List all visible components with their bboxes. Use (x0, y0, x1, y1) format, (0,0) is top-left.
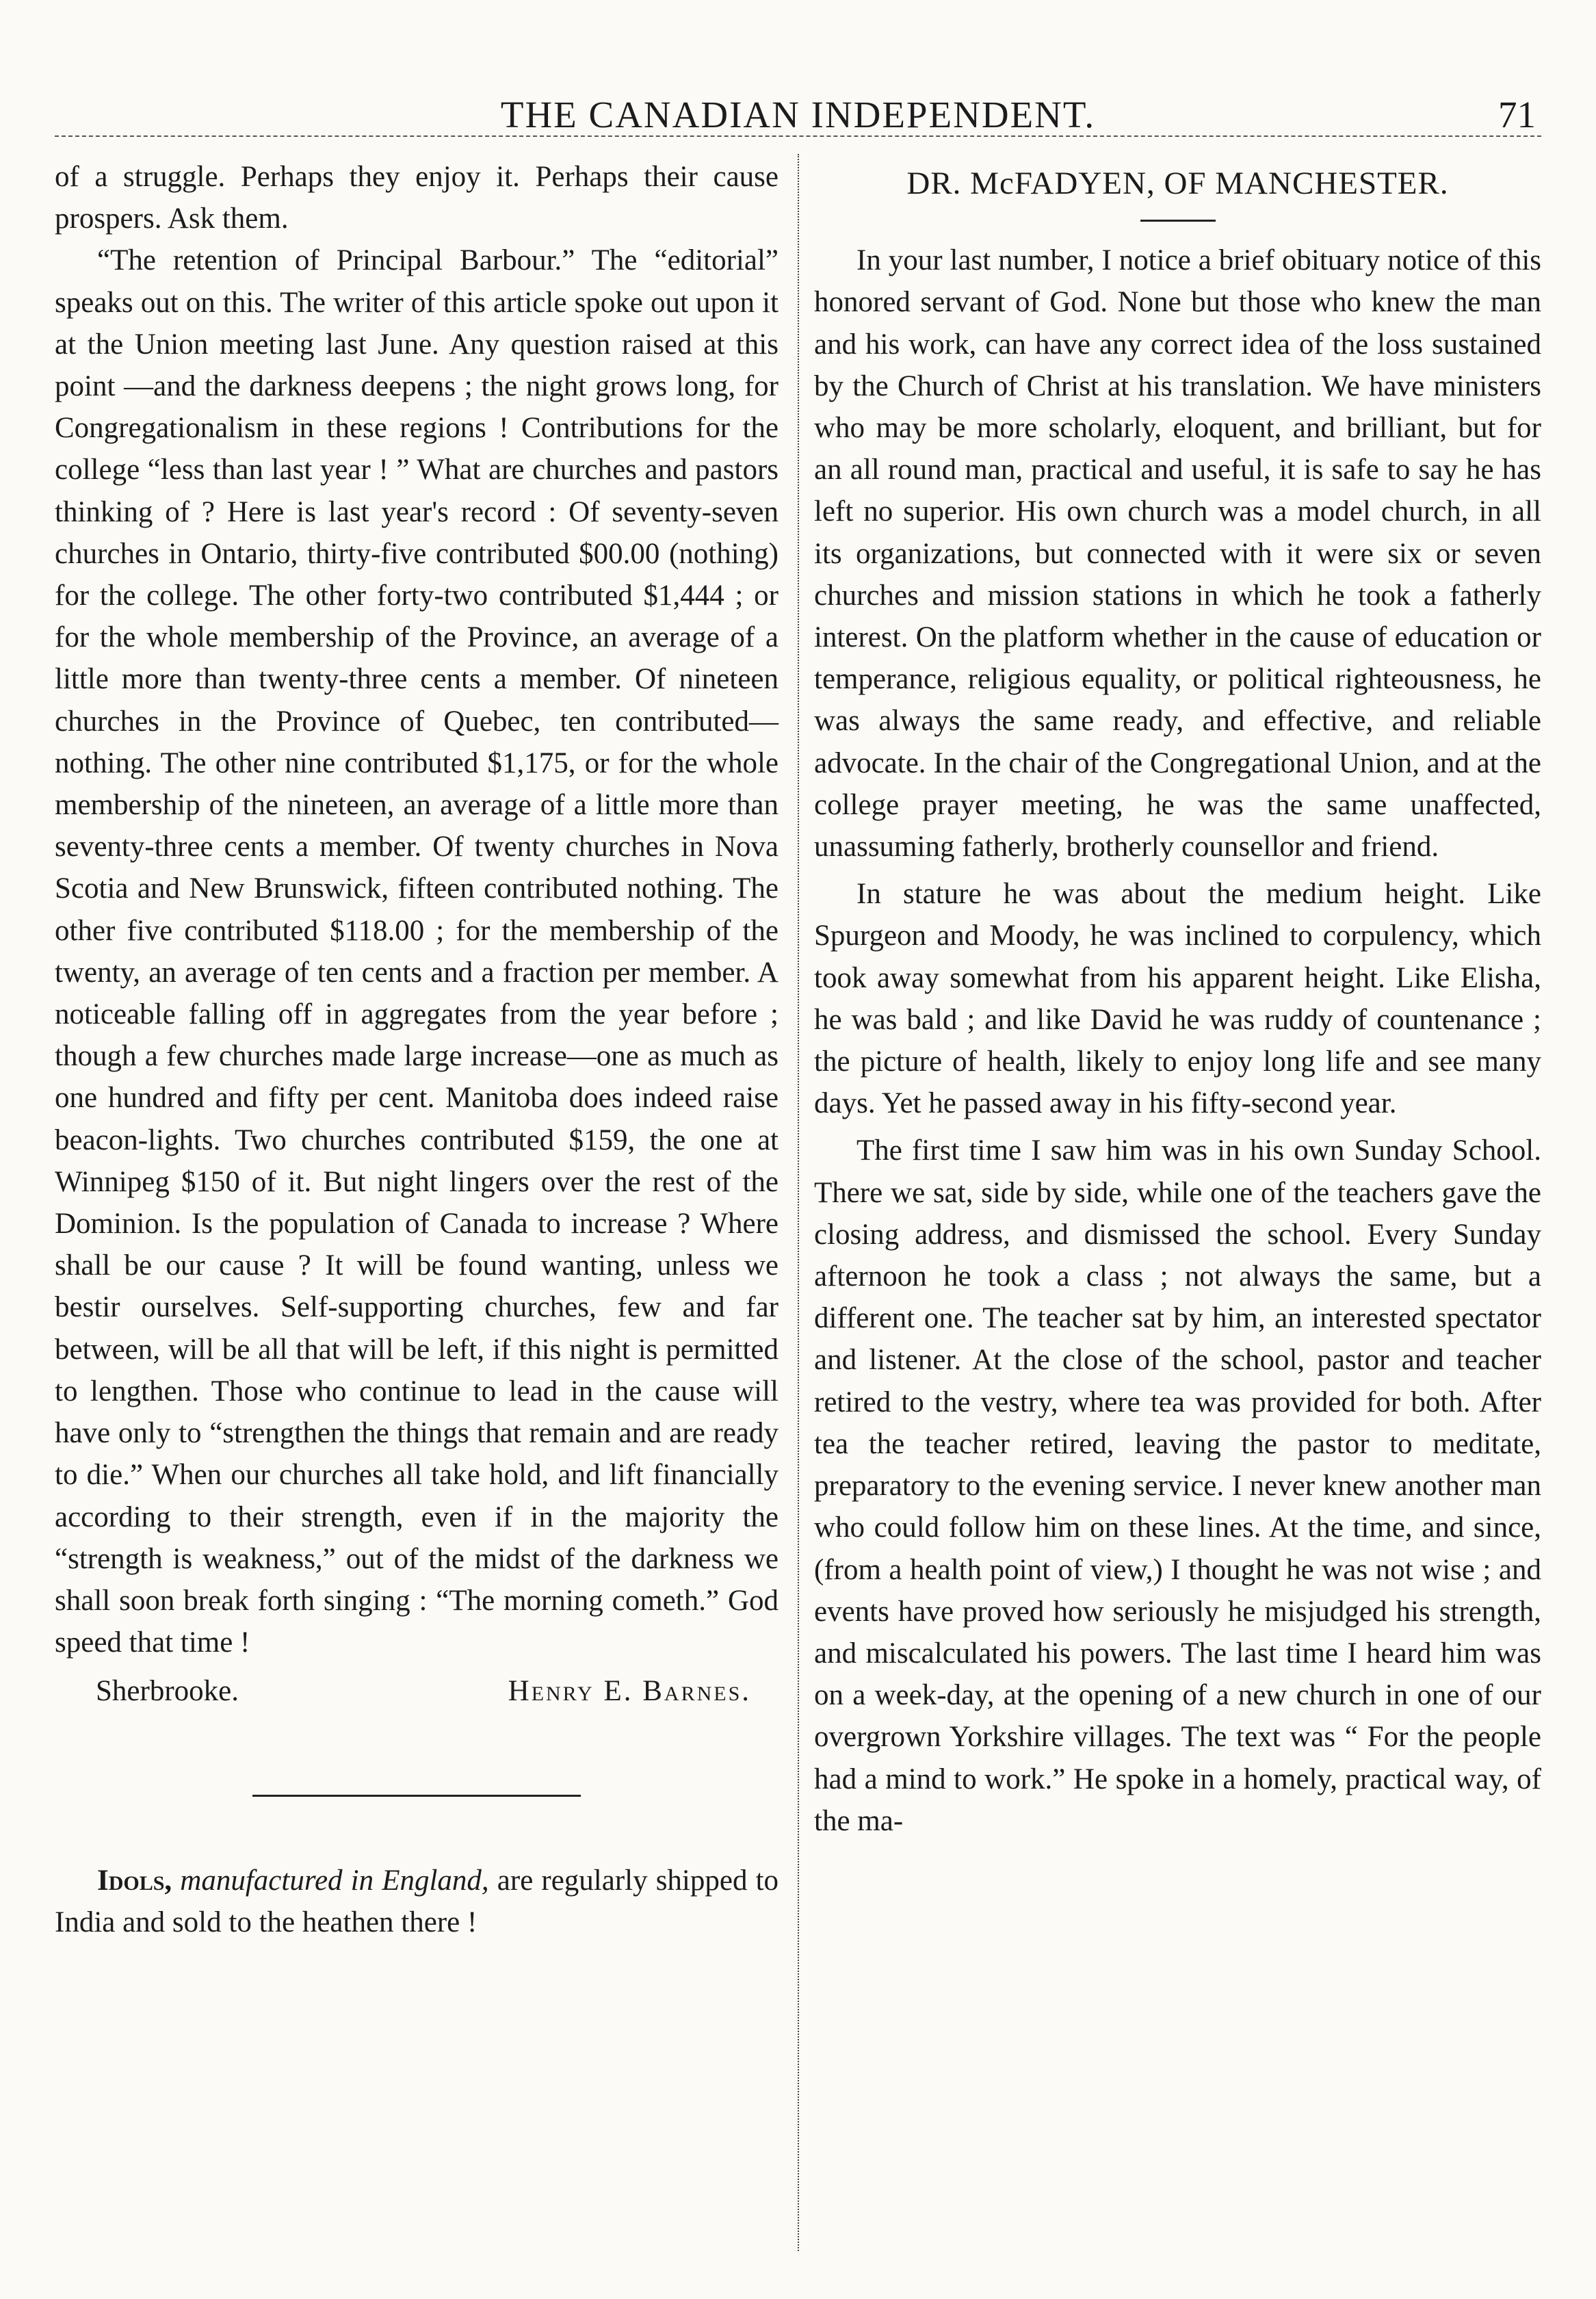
filler-lead-word: Idols, (97, 1864, 172, 1897)
signature-place: Sherbrooke. (96, 1675, 239, 1708)
paragraph: The first time I saw him was in his own Sunday School. There we sat, side by side, while one of the teachers gave the closing address, and dismissed the school. Every Sunday afternoon he took a class ; not always the same, but a different one. The teacher sat by him, an interested spectator and listener. At the close of the school, pastor and teacher retired to the vestry, where tea was provided for both. After tea the teacher retired, leaving the pastor to meditate, preparatory to the evening service. I never knew another man who could follow him on these lines. At the time, and since, (from a health point of view,) I thought he was not wise ; and events have proved how seriously he misjudged his strength, and miscalculated his powers. The last time I heard him was on a week-day, at the opening of a new church in one of our overgrown Yorkshire villages. The text was “ For the people had a mind to work.” He spoke in a homely, practical way, of the ma- (814, 1134, 1541, 1837)
article-title: DR. McFADYEN, OF MANCHESTER. (906, 166, 1449, 201)
column-divider (798, 154, 799, 2251)
paragraph: “The retention of Principal Barbour.” The “editorial” speaks out on this. The writer of this article spoke out upon it at the Union meeting last June. Any question raised at this point —and the darkness deepens ; the night grows long, for Congregationalism in these regions ! Contributions for the college “less than last year ! ” What are churches and pastors thinking of ? Here is last year's record : Of seventy-seven churches in Ontario, thirty-five contributed $00.00 (nothing) for the college. The other forty-two contributed $1,444 ; or for the whole membership of the Province, an average of a little more than twenty-three cents a member. Of nineteen churches in the Province of Quebec, ten contributed—nothing. The other nine contributed $1,175, or for the whole membership of the nineteen, an average of a little more than seventy-three cents a member. Of twenty churches in Nova Scotia and New Brunswick, fifteen contributed nothing. The other five contributed $118.00 ; for the membership of the twenty, an average of ten cents and a fraction per member. A noticeable falling off in aggregates from the year before ; though a few churches made large increase—one as much as one hundred and fifty per cent. Manitoba does indeed raise beacon-lights. Two churches contributed $159, the one at Winnipeg $150 of it. But night lingers over the rest of the Dominion. Is the population of Canada to increase ? Where shall be our cause ? It will be found wanting, unless we bestir ourselves. Self-supporting churches, few and far between, will be all that will be left, if this night is permitted to lengthen. Those who continue to lead in the cause will have only to “strengthen the things that remain and are ready to die.” When our churches all take hold, and lift financially according to their strength, even if in the majority the “strength is weakness,” out of the midst of the darkness we shall soon break forth singing : “The morning cometh.” God speed that time ! (55, 244, 779, 1659)
filler-paragraph (55, 1860, 779, 1943)
left-column (55, 156, 779, 2250)
signature-author: Henry E. Barnes. (508, 1675, 751, 1708)
filler-italic: manufactured in England, (180, 1864, 489, 1897)
journal-title: THE CANADIAN INDEPENDENT. (500, 94, 1096, 135)
signature (55, 1670, 779, 1712)
paragraph: of a struggle. Perhaps they enjoy it. Perhaps their cause prospers. Ask them. (55, 161, 779, 235)
title-rule (1140, 220, 1216, 222)
section-rule (252, 1795, 581, 1797)
page-number: 71 (1498, 94, 1536, 135)
header-rule (55, 135, 1541, 137)
right-column (814, 156, 1541, 2250)
filler-rest: are regularly shipped to India and sold to the heathen there ! (55, 1864, 779, 1938)
paragraph: In your last number, I notice a brief obituary notice of this honored servant of God. None but those who knew the man and his work, can have any correct idea of the loss sustained by the Church of Christ at his translation. We have ministers who may be more scholarly, eloquent, and brilliant, but for an all round man, practical and useful, it is safe to say he has left no superior. His own church was a model church, in all its organizations, but connected with it were six or seven churches and mission stations in which he took a fatherly interest. On the platform whether in the cause of education or temperance, religious equality, or political righteousness, he was always the same ready, and effective, and reliable advocate. In the chair of the Congregational Union, and at the college prayer meeting, he was the same unaffected, unassuming fatherly, brotherly counsellor and friend. (814, 244, 1541, 863)
paragraph: In stature he was about the medium height. Like Spurgeon and Moody, he was inclined to corpulency, which took away somewhat from his apparent height. Like Elisha, he was bald ; and like David he was ruddy of countenance ; the picture of health, likely to enjoy long life and see many days. Yet he passed away in his fifty-second year. (814, 878, 1541, 1120)
